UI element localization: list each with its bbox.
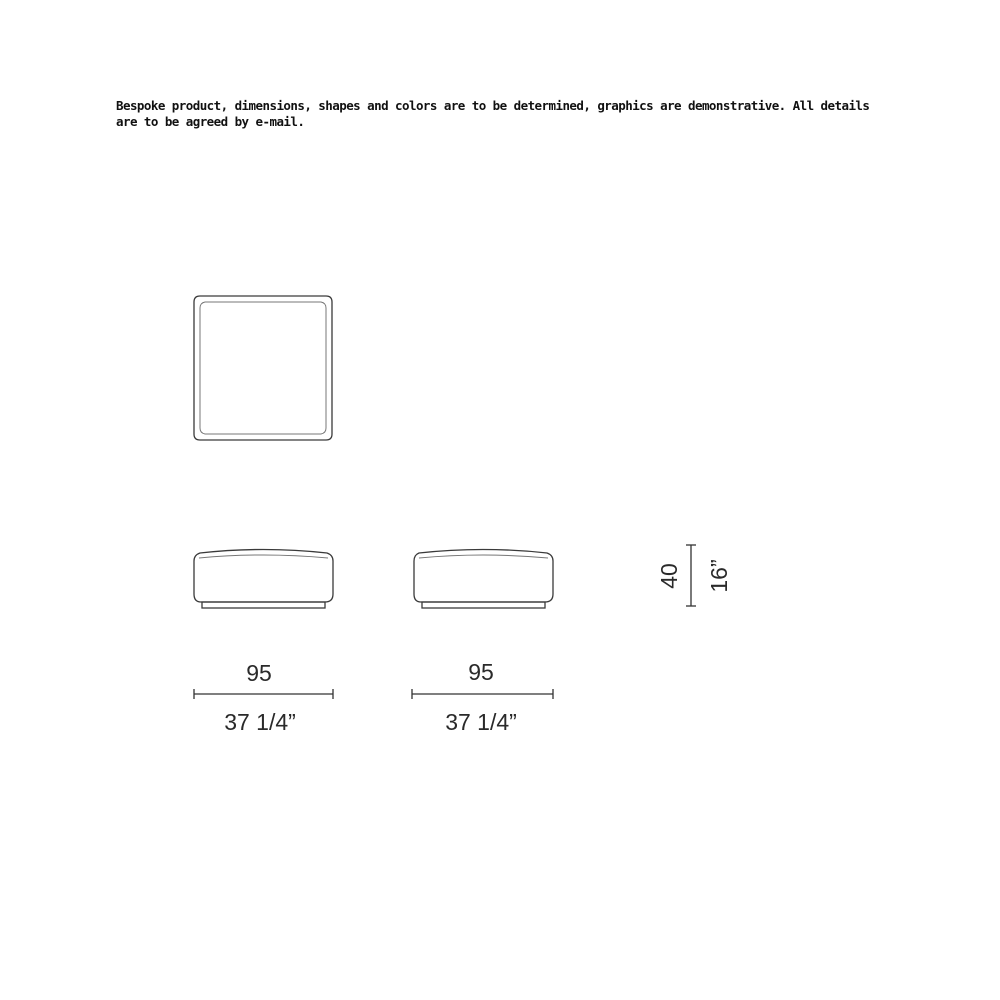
height-dimension xyxy=(656,545,732,606)
top-view-outline xyxy=(194,296,332,440)
side-width-in: 37 1/4” xyxy=(445,709,517,735)
side-view-seam xyxy=(419,555,548,558)
height-cm: 40 xyxy=(656,563,682,589)
disclaimer-note: Bespoke product, dimensions, shapes and colors are to be determined, graphics are demonstrative. All details are to be agreed by e-mail. xyxy=(116,98,870,129)
front-view-seam xyxy=(199,555,328,558)
front-width-cm: 95 xyxy=(246,660,272,686)
side-view xyxy=(414,550,553,609)
front-width-in: 37 1/4” xyxy=(224,709,296,735)
side-width-cm: 95 xyxy=(468,659,494,685)
top-view-cushion-edge xyxy=(200,302,326,434)
front-view-body xyxy=(194,550,333,603)
front-view-plinth xyxy=(202,602,325,608)
top-view xyxy=(194,296,332,440)
height-in: 16” xyxy=(706,559,732,593)
front-view xyxy=(194,550,333,609)
front-width-dimension xyxy=(194,660,333,735)
side-view-plinth xyxy=(422,602,545,608)
side-view-body xyxy=(414,550,553,603)
side-width-dimension xyxy=(412,659,553,735)
